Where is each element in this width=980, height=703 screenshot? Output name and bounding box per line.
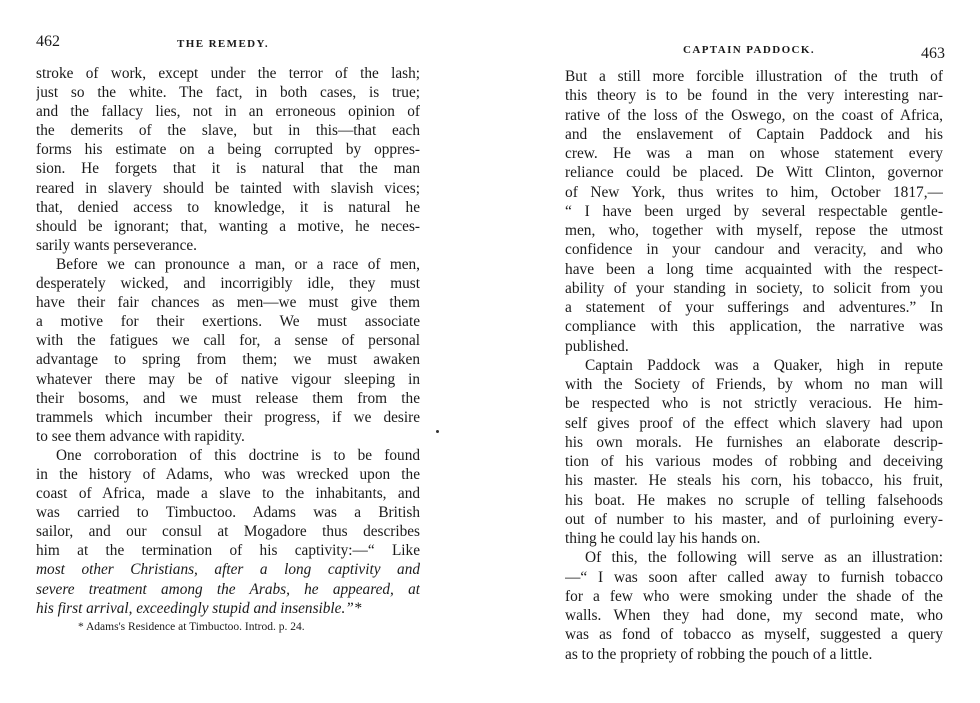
text-line: published. [565, 337, 629, 355]
text-line: be respected who is not strictly veracious. He him- [565, 395, 943, 413]
text-line: his boat. He makes no scruple of telling falsehoods [565, 491, 943, 509]
text-line: severe treatment among the Arabs, he appeared, at [36, 580, 420, 598]
page-speck [436, 430, 439, 433]
text-line: a statement of your sufferings and adventures.” In [565, 299, 943, 316]
text-line: confidence in your candour and veracity, and who [565, 241, 943, 259]
text-line: a motive for their exertions. We must associate [36, 313, 420, 331]
running-head: THE REMEDY. [177, 38, 270, 50]
text-line: with the fatigues we call for, a sense of personal [36, 332, 420, 350]
text-line: men, who, together with myself, repose the utmost [565, 222, 943, 239]
running-head: CAPTAIN PADDOCK. [683, 44, 815, 56]
text-line: just so the white. The fact, in both cases, is true; [36, 84, 420, 102]
text-line: have been a long time acquainted with the respect- [565, 260, 943, 278]
text-line: as to the propriety of robbing the pouch of a little. [565, 645, 873, 663]
text-line: stroke of work, except under the terror of the lash; [36, 65, 420, 82]
text-line: his master. He steals his corn, his tobacco, his fruit, [565, 472, 943, 490]
text-line: of New York, thus writes to him, October 1817,— [565, 183, 943, 201]
text-line: desperately wicked, and incorrigibly idle, they must [36, 275, 420, 293]
text-line: compliance with this application, the narrative was [565, 318, 943, 336]
text-line: and the fallacy lies, not in an erroneous opinion of [36, 103, 420, 121]
text-line: forms his estimate on a being corrupted by oppres- [36, 141, 420, 159]
text-line: in the history of Adams, who was wrecked upon the [36, 465, 420, 483]
text-line: his first arrival, exceedingly stupid and insensible.”* [36, 599, 362, 617]
text-line: was as fond of tobacco as myself, suggested a query [565, 626, 943, 644]
text-line: that, denied access to knowledge, it is natural he [36, 198, 420, 216]
text-line: tion of his various modes of robbing and deceiving [565, 453, 943, 470]
text-line: this theory is to be found in the very interesting nar- [565, 87, 943, 105]
text-line: sion. He forgets that it is natural that the man [36, 160, 420, 178]
text-line: sailor, and our consul at Mogadore thus describes [36, 523, 420, 541]
text-line: Before we can pronounce a man, or a race of men, [56, 255, 420, 273]
text-line: was carried to Timbuctoo. Adams was a British [36, 504, 420, 522]
text-line: trammels which incumber their progress, if we desire [36, 408, 420, 426]
text-line: reliance could be placed. De Witt Clinton, governor [565, 164, 943, 182]
text-line: most other Christians, after a long captivity and [36, 561, 420, 579]
text-line: have their fair chances as men—we must give them [36, 294, 420, 312]
page-number: 462 [36, 33, 60, 50]
text-line: should be ignorant; that, wanting a motive, he neces- [36, 217, 420, 235]
text-line: walls. When they had done, my second mate, who [565, 607, 943, 624]
text-line: his own morals. He furnishes an elaborate descrip- [565, 433, 943, 451]
text-line: crew. He was a man on whose statement every [565, 145, 943, 162]
text-line: out of number to his master, and of purloining every- [565, 510, 943, 528]
text-line: One corroboration of this doctrine is to be found [56, 446, 420, 464]
text-line: and the enslavement of Captain Paddock and his [565, 125, 943, 143]
left-page [0, 0, 445, 703]
text-line: self gives proof of the effect which slavery had upon [565, 414, 943, 432]
text-line: to see them advance with rapidity. [36, 427, 245, 445]
text-line: ability of your standing in society, to solicit from you [565, 279, 943, 297]
text-line: But a still more forcible illustration of the truth of [565, 68, 943, 85]
text-line: him at the termination of his captivity:—“ Like [36, 542, 420, 560]
right-page [525, 0, 980, 703]
text-line: —“ I was soon after called away to furnish tobacco [565, 568, 943, 586]
text-line: the demerits of the slave, but in this—that each [36, 122, 420, 140]
text-line: thing he could lay his hands on. [565, 530, 761, 547]
footnote: * Adams's Residence at Timbuctoo. Introd. p. 24. [78, 620, 305, 633]
text-line: Captain Paddock was a Quaker, high in repute [585, 356, 943, 374]
text-line: “ I have been urged by several respectable gentle- [565, 202, 943, 220]
right-page-body [565, 67, 943, 664]
text-line: coast of Africa, made a slave to the inhabitants, and [36, 485, 420, 503]
page-number: 463 [921, 45, 945, 62]
text-line: Of this, the following will serve as an illustration: [585, 549, 943, 567]
text-line: with the Society of Friends, by whom no man will [565, 376, 943, 393]
text-line: advantage to spring from them; we must awaken [36, 351, 420, 369]
text-line: for a few who were smoking under the shade of the [565, 587, 943, 605]
text-line: their bosoms, and we must release them from the [36, 389, 420, 407]
text-line: rative of the loss of the Oswego, on the coast of Africa, [565, 106, 943, 124]
left-page-body [36, 64, 420, 636]
text-line: reared in slavery should be tainted with slavish vices; [36, 179, 420, 197]
text-line: whatever there may be of native vigour sleeping in [36, 370, 420, 388]
text-line: sarily wants perseverance. [36, 236, 197, 254]
